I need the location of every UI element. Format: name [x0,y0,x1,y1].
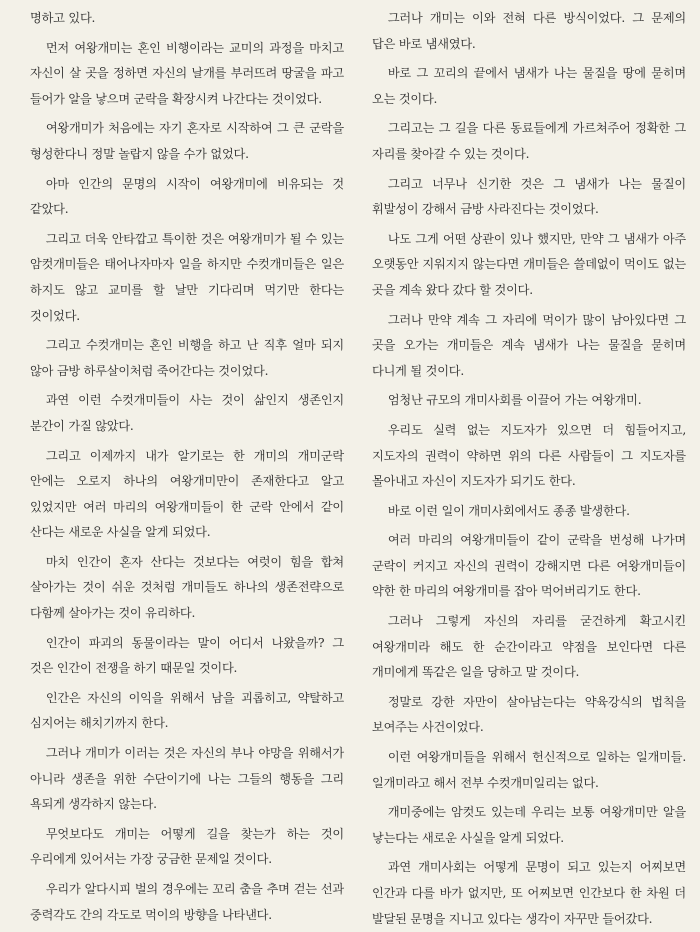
paragraph: 나도 그게 어떤 상관이 있나 했지만, 만약 그 냄새가 아주 오랫동안 지워지지 않는다면 개미들은 쓸데없이 먹이도 없는 곳을 계속 왔다 갔다 할 것이다. [372,231,686,297]
paragraph: 엄청난 규모의 개미사회를 이끌어 가는 여왕개미. [387,393,642,408]
paragraph: 그리고 이제까지 내가 알기로는 한 개미의 개미군락 안에는 오로지 하나의 여왕개미만이 존재한다고 알고 있었지만 여러 마리의 여왕개미들이 한 군락 안에서 같이 산다는 새로운 사실을 알게 되었다. [30,448,344,540]
paragraph: 우리가 알다시피 벌의 경우에는 꼬리 춤을 추며 걷는 선과 중력각도 간의 각도로 먹이의 방향을 나타낸다. [30,882,344,922]
paragraph: 바로 이런 일이 개미사회에서도 종종 발생한다. [387,503,630,518]
paragraph: 인간은 자신의 이익을 위해서 남을 괴롭히고, 약탈하고 심지어는 해치기까지 한다. [30,690,344,731]
paragraph: 그러나 개미는 이와 전혀 다른 방식이었다. 그 문제의 답은 바로 냄새였다. [372,11,686,51]
left-column [30,6,344,922]
paragraph: 여러 마리의 여왕개미들이 같이 군락을 번성해 나가며 군락이 커지고 자신의 권력이 강해지면 다른 여왕개미들이 약한 한 마리의 여왕개미를 잡아 먹어버리기도 한다. [372,533,686,599]
paragraph: 먼저 여왕개미는 혼인 비행이라는 교미의 과정을 마치고 자신이 살 곳을 정하면 자신의 날개를 부러뜨려 땅굴을 파고 들어가 알을 낳으며 군락을 확장시켜 나간다는 것이었다. [30,40,344,106]
paragraph: 아마 인간의 문명의 시작이 여왕개미에 비유되는 것 같았다. [30,176,344,217]
paragraph: 그리고 더욱 안타깝고 특이한 것은 여왕개미가 될 수 있는 암컷개미들은 태어나자마자 일을 하지만 수컷개미들은 일은 하지도 않고 교미를 할 날만 기다리며 먹기만 한다는 것이었다. [30,231,344,323]
paragraph: 개미중에는 암컷도 있는데 우리는 보통 여왕개미만 알을 낳는다는 새로운 사실을 알게 되었다. [372,805,686,845]
paragraph: 마치 인간이 혼자 산다는 것보다는 여럿이 힘을 합쳐 살아가는 것이 쉬운 것처럼 개미들도 하나의 생존전략으로 다함께 살아가는 것이 유리하다. [30,554,344,621]
paragraph: 바로 그 꼬리의 끝에서 냄새가 나는 물질을 땅에 묻히며 오는 것이다. [372,66,686,106]
paragraph: 과연 개미사회는 어떻게 문명이 되고 있는지 어찌보면 인간과 다를 바가 없지만, 또 어찌보면 인간보다 한 차원 더 발달된 문명을 지니고 있다는 생각이 자꾸만 들어갔다. [372,860,686,926]
paragraph: 그러나 만약 계속 그 자리에 먹이가 많이 남아있다면 그 곳을 오가는 개미들은 계속 냄새가 나는 물질을 묻히며 다니게 될 것이다. [372,312,686,378]
paragraph: 그리고는 그 길을 다른 동료들에게 가르쳐주어 정확한 그 자리를 찾아갈 수 있는 것이다. [372,121,686,161]
paragraph: 인간이 파괴의 동물이라는 말이 어디서 나왔을까? 그 것은 인간이 전쟁을 하기 때문일 것이다. [30,635,344,676]
paragraph: 그러나 개미가 이러는 것은 자신의 부나 야망을 위해서가 아니라 생존을 위한 수단이기에 나는 그들의 행동을 그리 욕되게 생각하지 않는다. [30,746,344,812]
paragraph: 이런 여왕개미들을 위해서 헌신적으로 일하는 일개미들. 일개미라고 해서 전부 수컷개미일리는 없다. [372,750,686,790]
paragraph: 우리도 실력 없는 지도자가 있으면 더 힘들어지고, 지도자의 권력이 약하면 위의 다른 사람들이 그 지도자를 몰아내고 자신이 지도자가 되기도 한다. [372,422,686,489]
paragraph: 그리고 수컷개미는 혼인 비행을 하고 난 직후 얼마 되지 않아 금방 하루살이처럼 죽어간다는 것이었다. [30,338,344,378]
paragraph: 그러나 그렇게 자신의 자리를 굳건하게 확고시킨 여왕개미라 해도 한 순간이라고 약점을 보인다면 다른 개미에게 똑같은 일을 당하고 말 것이다. [372,614,686,680]
paragraph: 여왕개미가 처음에는 자기 혼자로 시작하여 그 큰 군락을 형성한다니 정말 놀랍지 않을 수가 없었다. [30,121,344,161]
paragraph: 정말로 강한 자만이 살아남는다는 약육강식의 법칙을 보여주는 사건이었다. [372,694,686,735]
paragraph: 명하고 있다. [30,11,96,25]
right-column [372,6,686,926]
paragraph: 그리고 너무나 신기한 것은 그 냄새가 나는 물질이 휘발성이 강해서 금방 사라진다는 것이었다. [372,176,686,217]
paragraph: 무엇보다도 개미는 어떻게 길을 찾는가 하는 것이 우리에게 있어서는 가장 궁금한 문제일 것이다. [30,826,344,867]
paragraph: 과연 이런 수컷개미들이 사는 것이 삶인지 생존인지 분간이 가질 않았다. [30,393,344,433]
